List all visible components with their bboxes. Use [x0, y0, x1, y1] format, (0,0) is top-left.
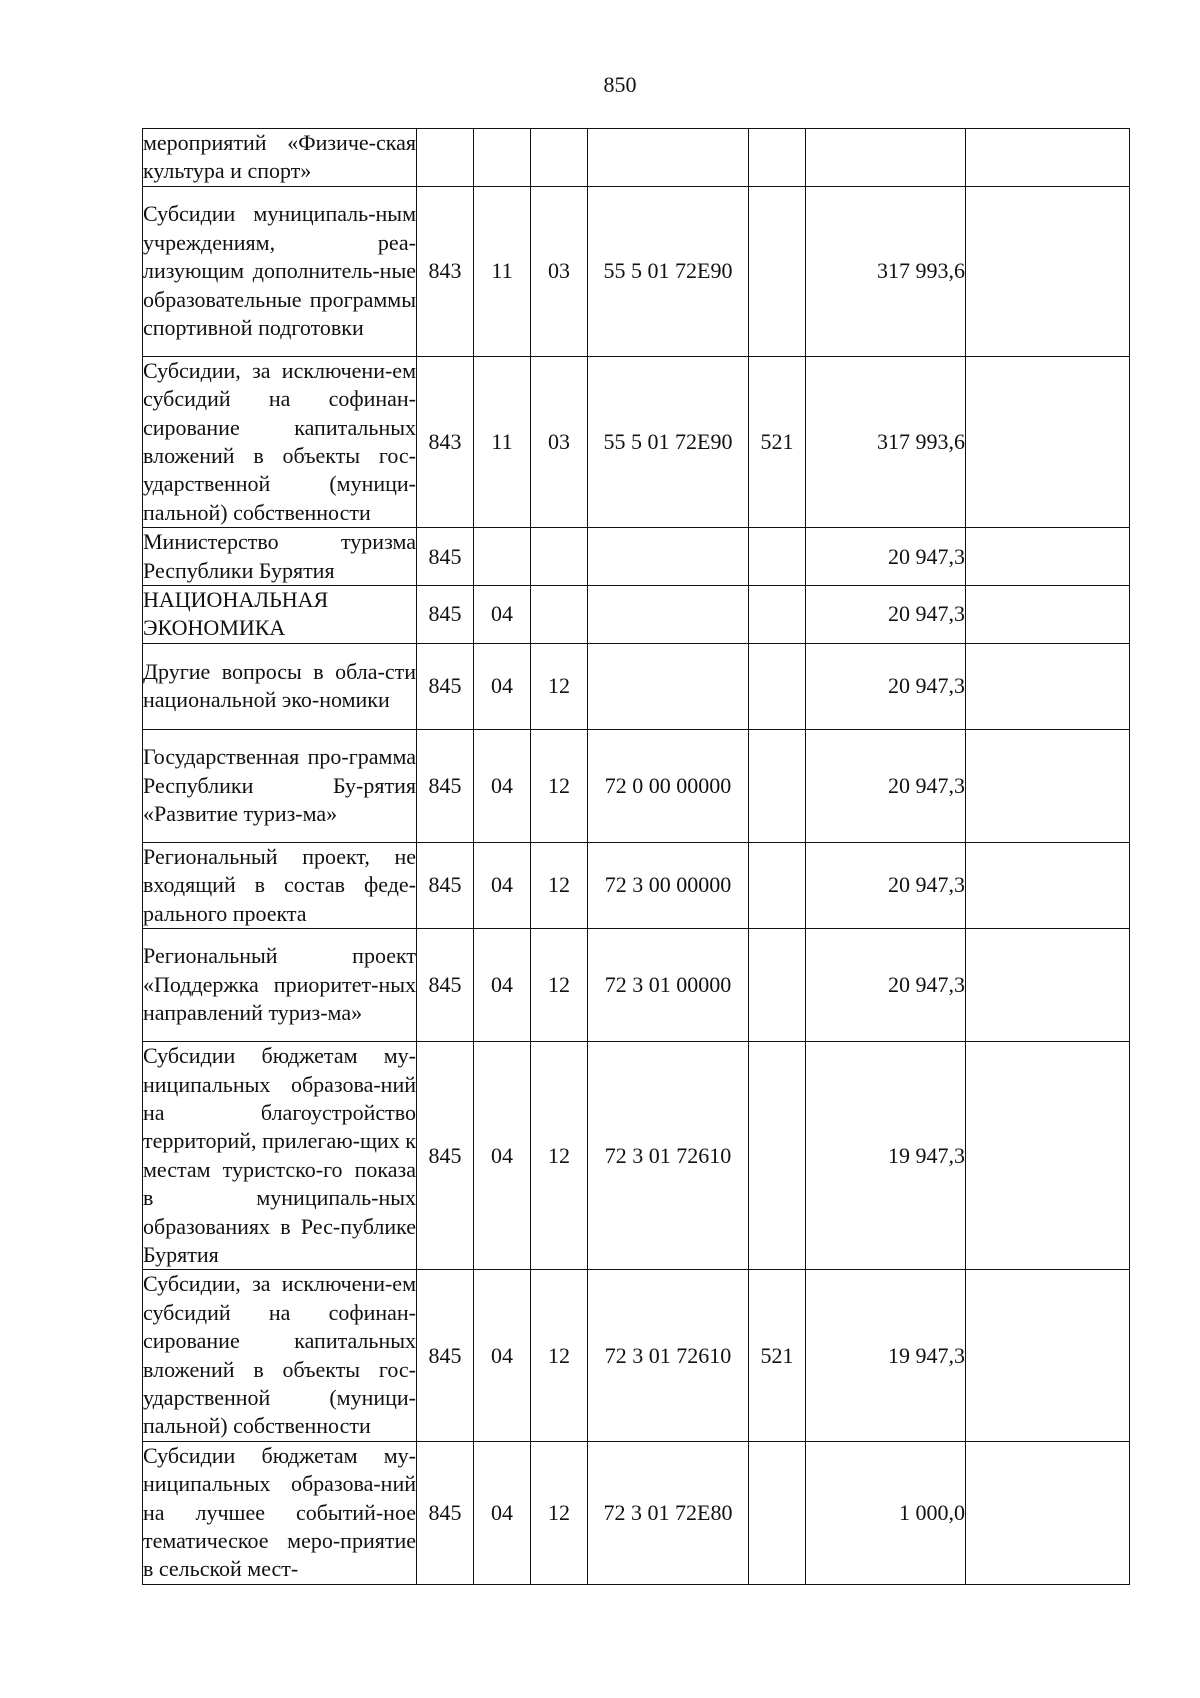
table-row — [143, 186, 1130, 356]
target-article-code — [588, 129, 749, 187]
section-code: 04 — [474, 1270, 531, 1441]
table-row — [143, 729, 1130, 842]
target-article-code: 72 3 00 00000 — [588, 842, 749, 928]
target-article-code — [588, 528, 749, 586]
expense-type-code — [749, 842, 806, 928]
extra-amount — [966, 1270, 1130, 1441]
subsection-code: 12 — [531, 1441, 588, 1584]
subsection-code: 12 — [531, 1270, 588, 1441]
expense-type-code: 521 — [749, 1270, 806, 1441]
section-code: 04 — [474, 729, 531, 842]
extra-amount — [966, 1042, 1130, 1270]
row-name: Субсидии, за исключени-ем субсидий на софинан-сирование капитальных вложений в объекты гос-ударственной (муници-пальной) собственности — [143, 356, 417, 527]
section-code: 04 — [474, 1441, 531, 1584]
row-name: Субсидии муниципаль-ным учреждениям, реа-лизующим дополнитель-ные образовательные программы спортивной подготовки — [143, 186, 417, 356]
subsection-code: 12 — [531, 643, 588, 729]
section-code: 04 — [474, 929, 531, 1042]
ved-code: 845 — [417, 929, 474, 1042]
amount: 20 947,3 — [806, 929, 966, 1042]
row-name: Субсидии бюджетам му-ниципальных образова-ний на лучшее событий-ное тематическое меро-приятие в сельской мест- — [143, 1441, 417, 1584]
table-row — [143, 586, 1130, 644]
section-code — [474, 129, 531, 187]
extra-amount — [966, 129, 1130, 187]
section-code: 11 — [474, 356, 531, 527]
ved-code: 845 — [417, 842, 474, 928]
section-code: 04 — [474, 842, 531, 928]
amount: 20 947,3 — [806, 842, 966, 928]
ved-code: 845 — [417, 1042, 474, 1270]
ved-code: 845 — [417, 729, 474, 842]
amount: 20 947,3 — [806, 528, 966, 586]
amount: 317 993,6 — [806, 356, 966, 527]
ved-code: 845 — [417, 528, 474, 586]
ved-code: 843 — [417, 186, 474, 356]
table-row — [143, 1270, 1130, 1441]
subsection-code — [531, 528, 588, 586]
row-name: Субсидии бюджетам му-ниципальных образова-ний на благоустройство территорий, прилегаю-щих к местам туристско-го показа в муниципаль-ных образованиях в Рес-публике Бурятия — [143, 1042, 417, 1270]
extra-amount — [966, 842, 1130, 928]
expense-type-code — [749, 643, 806, 729]
table-row — [143, 842, 1130, 928]
target-article-code: 55 5 01 72E90 — [588, 186, 749, 356]
amount: 317 993,6 — [806, 186, 966, 356]
expense-type-code — [749, 929, 806, 1042]
subsection-code — [531, 129, 588, 187]
extra-amount — [966, 729, 1130, 842]
expense-type-code — [749, 1042, 806, 1270]
target-article-code: 72 0 00 00000 — [588, 729, 749, 842]
subsection-code: 12 — [531, 929, 588, 1042]
expense-type-code — [749, 129, 806, 187]
row-name: мероприятий «Физиче-ская культура и спорт» — [143, 129, 417, 187]
row-name: Региональный проект, не входящий в состав феде-рального проекта — [143, 842, 417, 928]
extra-amount — [966, 356, 1130, 527]
ved-code: 845 — [417, 1270, 474, 1441]
table-row — [143, 528, 1130, 586]
subsection-code — [531, 586, 588, 644]
amount — [806, 129, 966, 187]
subsection-code: 03 — [531, 186, 588, 356]
table-row — [143, 356, 1130, 527]
target-article-code: 72 3 01 00000 — [588, 929, 749, 1042]
expense-type-code — [749, 729, 806, 842]
extra-amount — [966, 528, 1130, 586]
table-row — [143, 929, 1130, 1042]
amount: 20 947,3 — [806, 643, 966, 729]
expense-type-code: 521 — [749, 356, 806, 527]
section-code: 11 — [474, 186, 531, 356]
section-code: 04 — [474, 1042, 531, 1270]
table-row — [143, 129, 1130, 187]
page-number: 850 — [603, 72, 637, 97]
subsection-code: 12 — [531, 729, 588, 842]
budget-table — [142, 128, 1130, 1585]
expense-type-code — [749, 186, 806, 356]
extra-amount — [966, 186, 1130, 356]
target-article-code: 55 5 01 72E90 — [588, 356, 749, 527]
ved-code — [417, 129, 474, 187]
subsection-code: 12 — [531, 842, 588, 928]
row-name: НАЦИОНАЛЬНАЯ ЭКОНОМИКА — [143, 586, 417, 644]
row-name: Региональный проект «Поддержка приоритет-ных направлений туриз-ма» — [143, 929, 417, 1042]
amount: 1 000,0 — [806, 1441, 966, 1584]
target-article-code: 72 3 01 72610 — [588, 1270, 749, 1441]
expense-type-code — [749, 528, 806, 586]
amount: 20 947,3 — [806, 586, 966, 644]
subsection-code: 03 — [531, 356, 588, 527]
table-row — [143, 643, 1130, 729]
subsection-code: 12 — [531, 1042, 588, 1270]
section-code: 04 — [474, 586, 531, 644]
ved-code: 845 — [417, 586, 474, 644]
target-article-code — [588, 643, 749, 729]
amount: 19 947,3 — [806, 1270, 966, 1441]
expense-type-code — [749, 1441, 806, 1584]
ved-code: 843 — [417, 356, 474, 527]
extra-amount — [966, 643, 1130, 729]
section-code — [474, 528, 531, 586]
table-row — [143, 1441, 1130, 1584]
ved-code: 845 — [417, 643, 474, 729]
extra-amount — [966, 1441, 1130, 1584]
row-name: Другие вопросы в обла-сти национальной эко-номики — [143, 643, 417, 729]
row-name: Министерство туризма Республики Бурятия — [143, 528, 417, 586]
extra-amount — [966, 929, 1130, 1042]
target-article-code: 72 3 01 72E80 — [588, 1441, 749, 1584]
table-row — [143, 1042, 1130, 1270]
extra-amount — [966, 586, 1130, 644]
row-name: Государственная про-грамма Республики Бу-рятия «Развитие туриз-ма» — [143, 729, 417, 842]
row-name: Субсидии, за исключени-ем субсидий на софинан-сирование капитальных вложений в объекты гос-ударственной (муници-пальной) собственности — [143, 1270, 417, 1441]
amount: 19 947,3 — [806, 1042, 966, 1270]
target-article-code — [588, 586, 749, 644]
expense-type-code — [749, 586, 806, 644]
amount: 20 947,3 — [806, 729, 966, 842]
ved-code: 845 — [417, 1441, 474, 1584]
target-article-code: 72 3 01 72610 — [588, 1042, 749, 1270]
section-code: 04 — [474, 643, 531, 729]
